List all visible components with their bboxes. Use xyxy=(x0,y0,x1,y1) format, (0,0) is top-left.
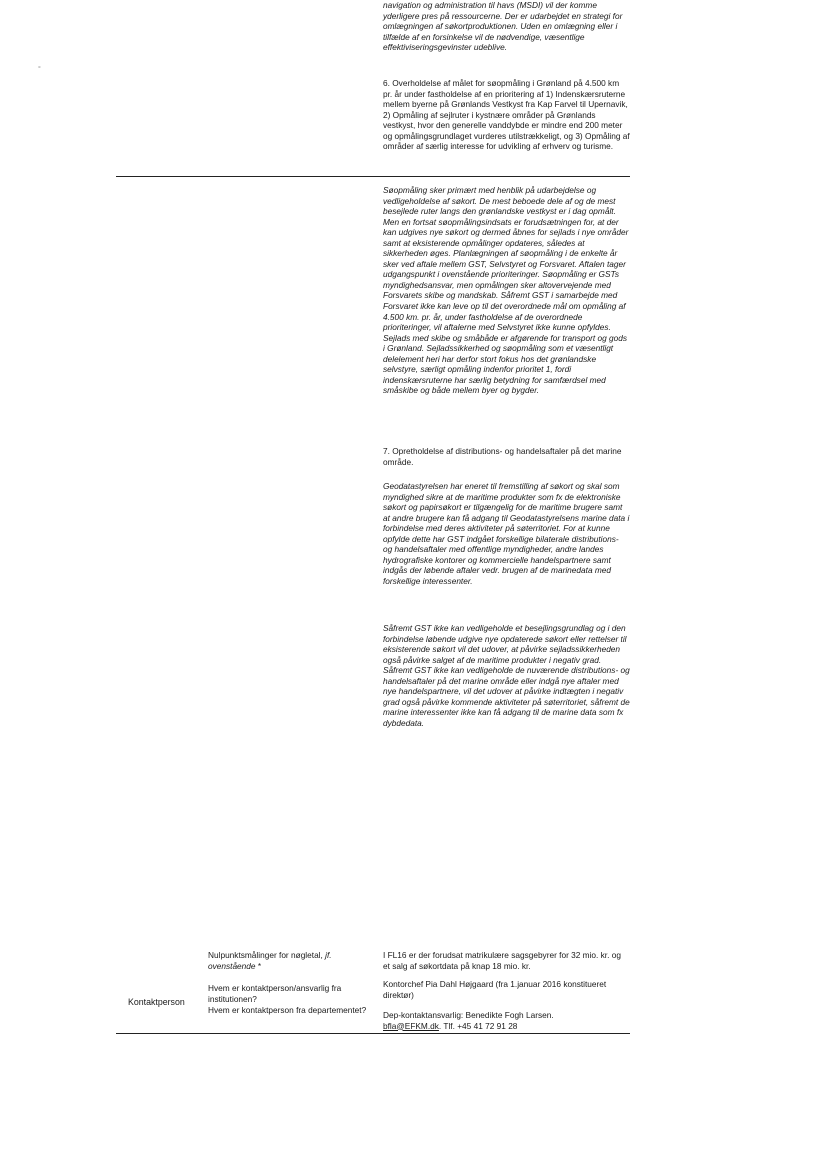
contact-person-label: Kontaktperson xyxy=(128,997,185,1007)
table-top-rule xyxy=(116,176,630,177)
paragraph-consequences: Såfremt GST ikke kan vedligeholde et besejlingsgrundlag og i den forbindelse løbende udgive nye opdaterede søkort eller rettelser til eksisterende søkort vil det udover, at påvirke sejladssikkerheden også påvirke salget af de maritime produkter i negativ grad. Såfremt GST ikke kan vedligeholde de nuværende distributions- og handelsaftaler på det marine område eller indgå nye aftaler med nye handelspartnere, vil det udover at påvirke indtægten i negativ grad også påvirke kommende aktiviteter på søterritoriet, såfremt de marine interessenter ikke kan få adgang til de marine data som fx dybdedata. xyxy=(383,623,630,728)
paragraph-survey-explanation: Søopmåling sker primært med henblik på udarbejdelse og vedligeholdelse af søkort. De mest beboede dele af og de mest besejlede ruter langs den grønlandske vestkyst er i dag opmålt. Men en fortsat søopmålingsindsats er forudsætningen for, at der kan udgives nye søkort og dermed åbnes for sejlads i nye områder samt at eksisterende opmålinger opdateres, således at sikkerheden øges. Planlægningen af søopmåling i de enkelte år sker ved aftale mellem GST, Selvstyret og Forsvaret. Aftalen tager udgangspunkt i ovenstående prioriteringer. Søopmåling er GSTs myndighedsansvar, men opmålingen sker altovervejende med Forsvarets skibe og mandskab. Såfremt GST i samarbejde med Forsvaret ikke kan leve op til det overordnede mål om opmåling af 4.500 km. pr. år, under fastholdelse af de overordnede prioriteringer, vil aftalerne med Selvstyret ikke kunne opfyldes. Sejlads med skibe og småbåde er afgørende for transport og gods i Grønland. Sejladssikkerhed og søopmåling som et væsentligt delelement heri har derfor stort fokus hos det grønlandske selvstyre, særligt opmåling indenfor prioritet 1, fordi indenskærsruterne har særlig betydning for samfærdsel med småskibe og både mellem byer og bygder. xyxy=(383,185,629,396)
baseline-question-reference: jf. ovenstående xyxy=(208,950,332,971)
institution-contact-answer: Kontorchef Pia Dahl Højgaard (fra 1.januar 2016 konstitueret direktør) xyxy=(383,979,607,1000)
baseline-answer: I FL16 er der forudsat matrikulære sagsgebyrer for 32 mio. kr. og et salg af søkortdata på knap 18 mio. kr. xyxy=(383,950,621,971)
scan-mark: ° xyxy=(38,66,41,73)
baseline-question-asterisk: * xyxy=(255,960,262,971)
paragraph-goal-7: 7. Opretholdelse af distributions- og handelsaftaler på det marine område. xyxy=(383,446,622,467)
institution-contact-question: Hvem er kontaktperson/ansvarlig fra institutionen? xyxy=(208,983,342,1004)
department-contact-question: Hvem er kontaktperson fra departementet? xyxy=(208,1005,367,1015)
table-bottom-rule xyxy=(116,1033,630,1034)
paragraph-strategy: navigation og administration til havs (MSDI) vil der komme yderligere pres på ressourcerne. Der er udarbejdet en strategi for omlægningen af søkortproduktionen. Uden en omlægning eller i tilfælde af en forsinkelse vil de nødvendige, væsentlige effektiviseringsgevinster udeblive. xyxy=(383,0,623,53)
baseline-question xyxy=(208,950,368,971)
department-phone: . Tlf. +45 41 72 91 28 xyxy=(438,1020,518,1031)
department-contact-name: Dep-kontaktansvarlig: Benedikte Fogh Larsen. xyxy=(383,1010,554,1020)
baseline-question-text: Nulpunktsmålinger for nøgletal, xyxy=(208,950,326,960)
department-contact-answer xyxy=(383,1010,630,1031)
paragraph-geodata-monopoly: Geodatastyrelsen har eneret til fremstilling af søkort og skal som myndighed sikre at de maritime produkter som fx de elektroniske søkort og papirsøkort er tilgængelig for de maritime brugere samt at andre brugere kan få adgang til Geodatastyrelsens marine data i forbindelse med deres aktiviteter på søterritoriet. For at kunne opfylde dette har GST indgået forskellige bilaterale distributions- og handelsaftaler med offentlige myndigheder, andre landes hydrografiske kontorer og kommercielle handelspartnere samt indgås der løbende aftaler vedr. brugen af de marinedata med forskellige interessenter. xyxy=(383,481,630,586)
department-email-link[interactable]: bfla@EFKM.dk xyxy=(383,1020,439,1031)
paragraph-goal-6: 6. Overholdelse af målet for søopmåling i Grønland på 4.500 km pr. år under fastholdelse af en prioritering af 1) Indenskærsruterne mellem byerne på Grønlands Vestkyst fra Kap Farvel til Upernavik, 2) Opmåling af sejlruter i kystnære områder på Grønlands vestkyst, hvor den generelle vanddybde er mindre end 200 meter og opmålingsgrundlaget vurderes utilstrækkeligt, og 3) Opmåling af områder af særlig interesse for udvikling af erhverv og turisme. xyxy=(383,78,630,152)
